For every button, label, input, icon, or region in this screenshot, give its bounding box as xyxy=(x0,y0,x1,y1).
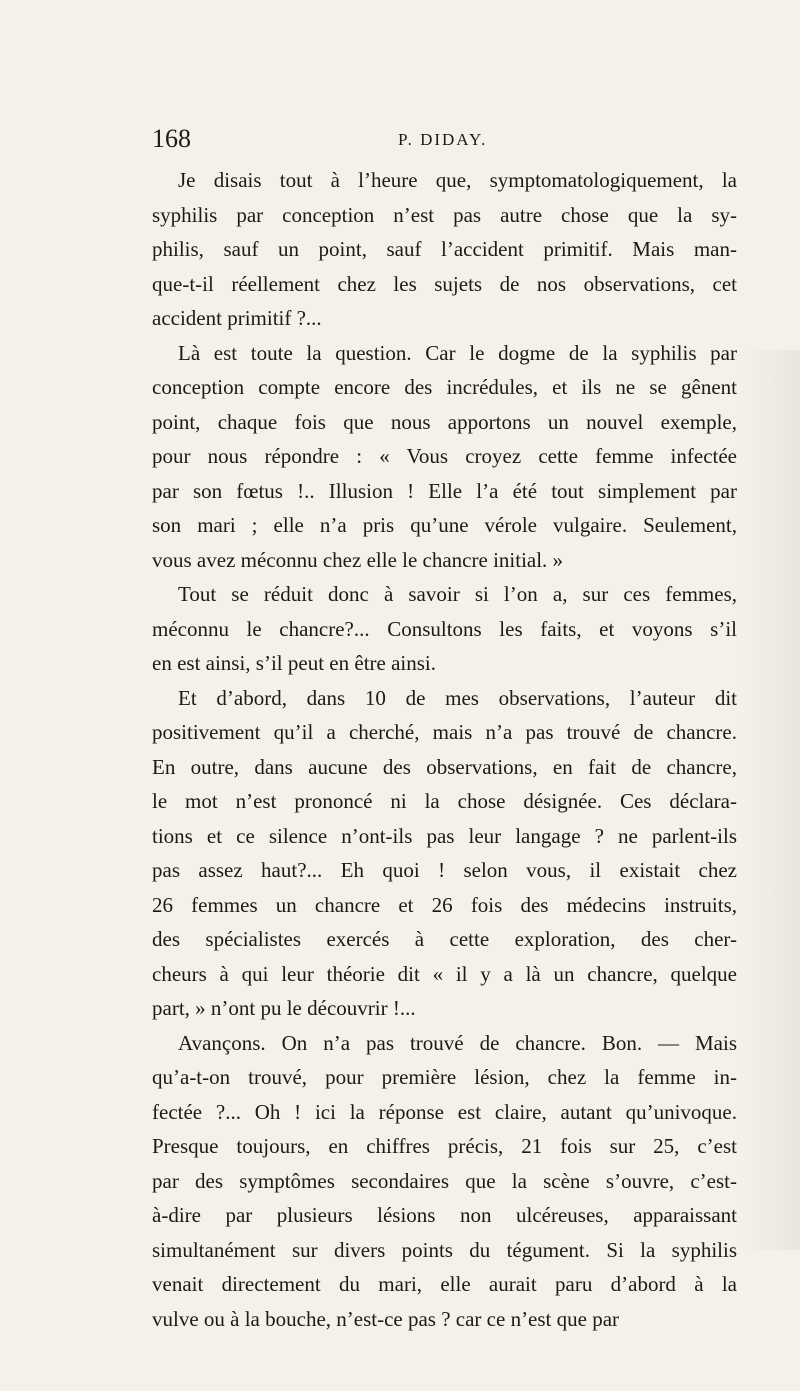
text-line: méconnu le chancre?... Consultons les faits, et voyons s’il xyxy=(152,616,737,641)
body-text xyxy=(152,163,737,1336)
paragraph xyxy=(152,163,737,336)
paragraph xyxy=(152,681,737,1026)
text-line: en est ainsi, s’il peut en être ainsi. xyxy=(152,651,437,675)
paragraph xyxy=(152,1026,737,1337)
text-line: part, » n’ont pu le découvrir !... xyxy=(152,996,416,1020)
text-line: Là est toute la question. Car le dogme de la syphilis par xyxy=(178,340,737,365)
text-line: par son fœtus !.. Illusion ! Elle l’a été tout simplement par xyxy=(152,478,737,503)
text-line: des spécialistes exercés à cette exploration, des cher- xyxy=(152,927,737,951)
text-line: pas assez haut?... Eh quoi ! selon vous, il existait chez xyxy=(152,858,737,882)
text-line: conception compte encore des incrédules, et ils ne se gênent xyxy=(152,375,737,399)
text-line: Et d’abord, dans 10 de mes observations, l’auteur dit xyxy=(178,685,737,710)
text-line: tions et ce silence n’ont-ils pas leur langage ? ne parlent-ils xyxy=(152,823,737,848)
text-line: fectée ?... Oh ! ici la réponse est claire, autant qu’univoque. xyxy=(152,1099,737,1124)
text-line: philis, sauf un point, sauf l’accident primitif. Mais man- xyxy=(152,237,737,261)
text-line: Tout se réduit donc à savoir si l’on a, sur ces femmes, xyxy=(178,582,737,606)
text-line: à-dire par plusieurs lésions non ulcéreuses, apparaissant xyxy=(152,1203,737,1227)
text-line: Avançons. On n’a pas trouvé de chancre. Bon. — Mais xyxy=(178,1030,737,1055)
text-line: simultanément sur divers points du tégument. Si la syphilis xyxy=(152,1237,737,1262)
text-line: accident primitif ?... xyxy=(152,306,322,330)
paragraph xyxy=(152,577,737,681)
text-line: venait directement du mari, elle aurait paru d’abord à la xyxy=(152,1272,737,1296)
text-line: vous avez méconnu chez elle le chancre initial. » xyxy=(152,547,564,572)
text-line: cheurs à qui leur théorie dit « il y a là un chancre, quelque xyxy=(152,961,737,986)
text-line: 26 femmes un chancre et 26 fois des médecins instruits, xyxy=(152,892,737,917)
text-line: pour nous répondre : « Vous croyez cette femme infectée xyxy=(152,444,737,468)
text-line: le mot n’est prononcé ni la chose désignée. Ces déclara- xyxy=(152,789,737,813)
page-edge-shadow xyxy=(740,350,800,1250)
running-head: P. DIDAY. xyxy=(398,130,488,149)
text-line: Presque toujours, en chiffres précis, 21 fois sur 25, c’est xyxy=(152,1134,737,1158)
text-line: vulve ou à la bouche, n’est-ce pas ? car ce n’est que par xyxy=(152,1306,620,1331)
text-line: positivement qu’il a cherché, mais n’a pas trouvé de chancre. xyxy=(152,720,737,744)
page-header xyxy=(152,124,737,154)
text-line: En outre, dans aucune des observations, en fait de chancre, xyxy=(152,754,737,779)
text-line: par des symptômes secondaires que la scène s’ouvre, c’est- xyxy=(152,1168,737,1193)
page-number: 168 xyxy=(152,124,191,153)
text-line: point, chaque fois que nous apportons un nouvel exemple, xyxy=(152,409,737,434)
text-line: son mari ; elle n’a pris qu’une vérole vulgaire. Seulement, xyxy=(152,513,737,537)
text-line: syphilis par conception n’est pas autre chose que la sy- xyxy=(152,202,737,227)
text-line: qu’a-t-on trouvé, pour première lésion, chez la femme in- xyxy=(152,1065,737,1089)
text-line: que-t-il réellement chez les sujets de nos observations, cet xyxy=(152,271,737,296)
paragraph xyxy=(152,336,737,578)
text-line: Je disais tout à l’heure que, symptomatologiquement, la xyxy=(178,168,737,192)
